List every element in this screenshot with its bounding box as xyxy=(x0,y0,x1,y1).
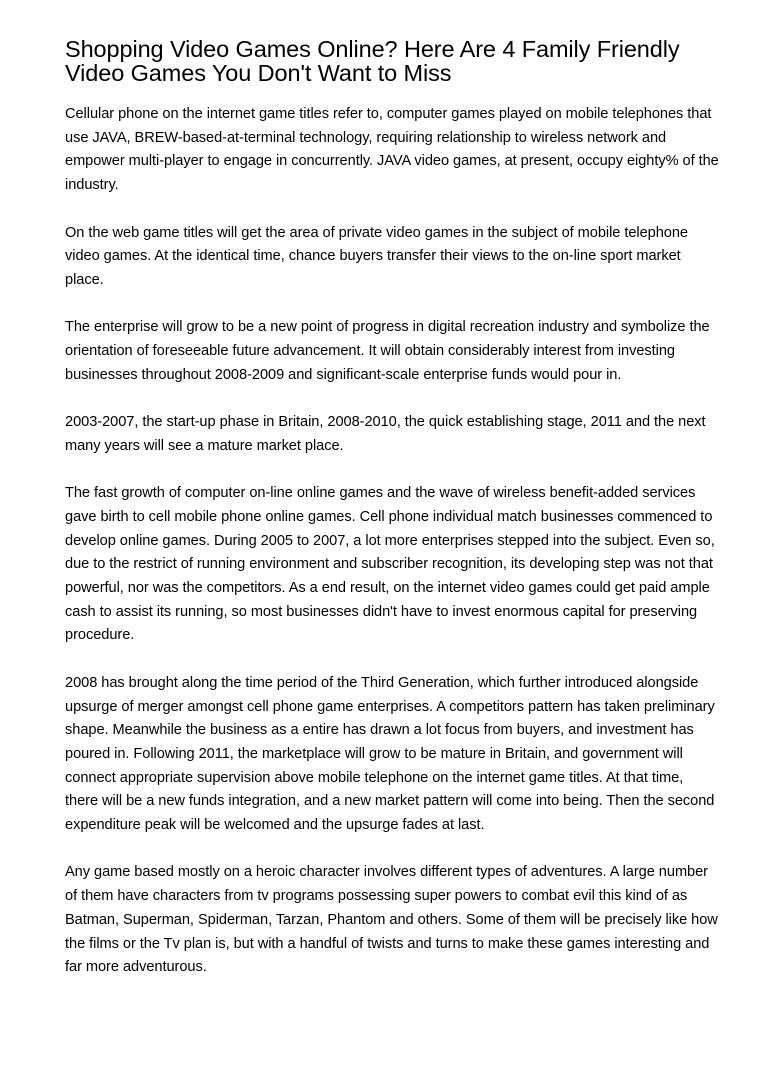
paragraph: 2008 has brought along the time period of the Third Generation, which further introduced alongside upsurge of merger amongst cell phone game enterprises. A competitors pattern has taken preliminary shape. Meanwhile the business as a entire has drawn a lot focus from buyers, and investment has poured in. Following 2011, the marketplace will grow to be mature in Britain, and government will connect appropriate supervision above mobile telephone on the internet game titles. At that time, there will be a new funds integration, and a new market pattern will come into being. Then the second expenditure peak will be welcomed and the upsurge fades at last. xyxy=(65,674,715,834)
paragraph: On the web game titles will get the area of private video games in the subject of mobile telephone video games. At the identical time, chance buyers transfer their views to the on-line sport market place. xyxy=(65,224,688,288)
document-title: Shopping Video Games Online? Here Are 4 Family Friendly Video Games You Don't Want to Miss xyxy=(65,36,680,86)
paragraph: 2003-2007, the start-up phase in Britain, 2008-2010, the quick establishing stage, 2011 and the next many years will see a mature market place. xyxy=(65,414,706,454)
paragraph: Cellular phone on the internet game titles refer to, computer games played on mobile telephones that use JAVA, BREW-based-at-terminal technology, requiring relationship to wireless network and empower multi-player to engage in concurrently. JAVA video games, at present, occupy eighty% of the industry. xyxy=(65,106,719,194)
paragraph: Any game based mostly on a heroic character involves different types of adventures. A large number of them have characters from tv programs possessing super powers to combat evil this kind of as Batman, Superman, Spiderman, Tarzan, Phantom and others. Some of them will be precisely like how the films or the Tv plan is, but with a handful of twists and turns to make these games interesting and far more adventurous. xyxy=(65,864,718,976)
paragraph: The fast growth of computer on-line online games and the wave of wireless benefit-added services gave birth to cell mobile phone online games. Cell phone individual match businesses commenced to develop online games. During 2005 to 2007, a lot more enterprises stepped into the subject. Even so, due to the restrict of running environment and subscriber recognition, its developing step was not that powerful, nor was the competitors. As a end result, on the internet video games could get paid ample cash to assist its running, so most businesses didn't have to invest enormous capital for preserving procedure. xyxy=(65,485,715,644)
paragraph: The enterprise will grow to be a new point of progress in digital recreation industry and symbolize the orientation of foreseeable future advancement. It will obtain considerably interest from investing businesses throughout 2008-2009 and significant-scale enterprise funds would pour in. xyxy=(65,319,710,383)
document-body xyxy=(65,103,720,1004)
